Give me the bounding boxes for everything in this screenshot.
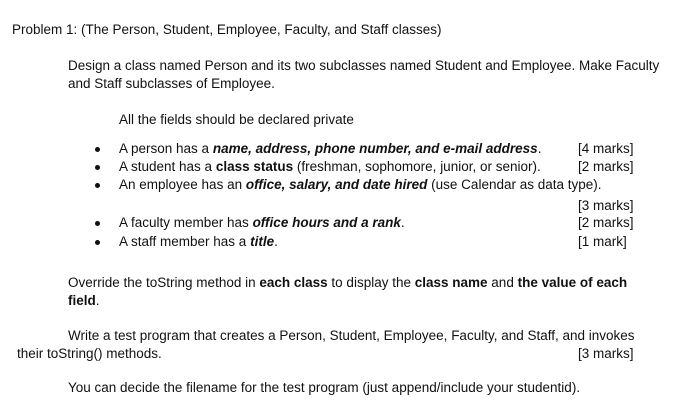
design-line-1: Design a class named Person and its two subclasses named Student and Employee. Make Faculty [68, 58, 660, 73]
test-program-line-1: Write a test program that creates a Person, Student, Employee, Faculty, and Staff, and invokes [68, 328, 635, 343]
bullet-dot [95, 221, 100, 226]
bullet-dot [95, 240, 100, 245]
override-line-1: Override the toString method in each class to display the class name and the value of each [68, 275, 628, 290]
marks-employee: [3 marks] [578, 198, 634, 213]
override-line-2: field. [68, 293, 100, 308]
marks-faculty: [2 marks] [578, 215, 634, 230]
bullet-dot [95, 165, 100, 170]
bullet-faculty: A faculty member has office hours and a rank. [119, 215, 405, 230]
bullet-dot [95, 183, 100, 188]
bullet-employee: An employee has an office, salary, and date hired (use Calendar as data type). [119, 177, 602, 192]
marks-staff: [1 mark] [578, 234, 627, 249]
marks-test-program: [3 marks] [578, 346, 634, 361]
bullet-student: A student has a class status (freshman, sophomore, junior, or senior). [119, 159, 541, 174]
design-line-2: and Staff subclasses of Employee. [68, 76, 275, 91]
filename-note: You can decide the filename for the test program (just append/include your studentid). [68, 380, 581, 395]
bullet-staff: A staff member has a title. [119, 234, 278, 249]
problem-title: Problem 1: (The Person, Student, Employee, Faculty, and Staff classes) [12, 22, 442, 37]
bullet-person: A person has a name, address, phone number, and e-mail address. [119, 141, 542, 156]
marks-student: [2 marks] [578, 159, 634, 174]
bullet-dot [95, 147, 100, 152]
fields-private-note: All the fields should be declared private [119, 112, 354, 127]
test-program-line-2: their toString() methods. [17, 346, 162, 361]
marks-person: [4 marks] [578, 141, 634, 156]
